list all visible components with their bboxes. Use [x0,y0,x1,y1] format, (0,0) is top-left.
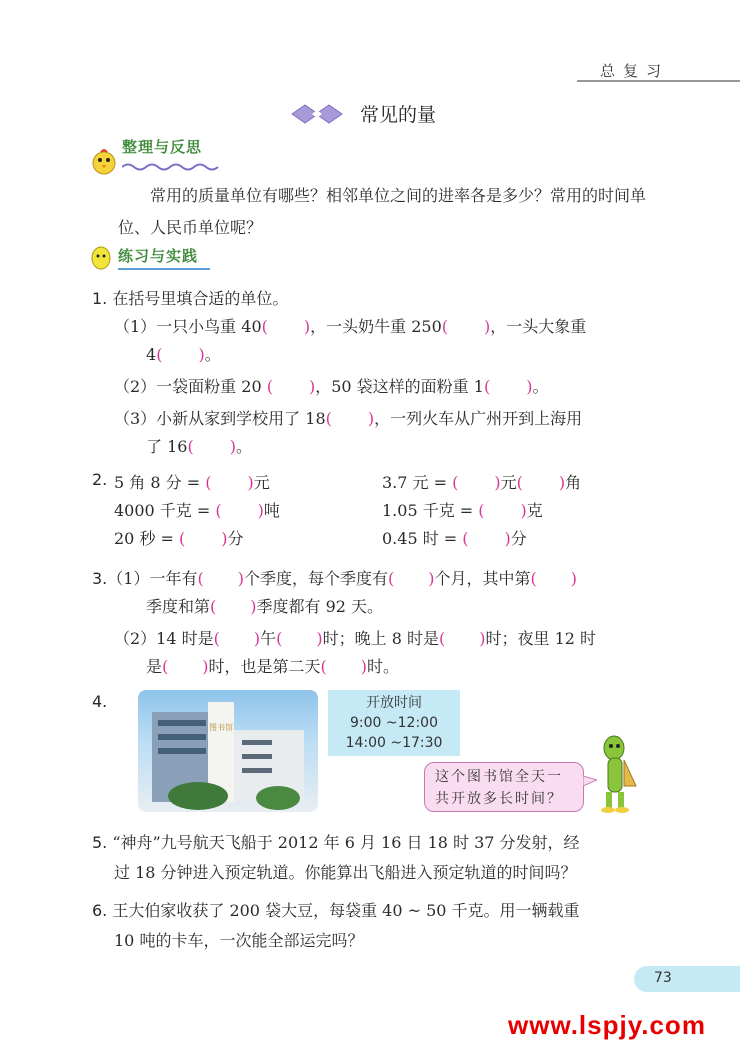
section-review-header [90,136,222,176]
q3-a-line2: 季度和第( )季度都有 92 天。 [146,597,384,616]
section-review-label: 整理与反思 [122,138,203,156]
answer-blank[interactable]: ( ) [210,597,257,616]
review-paragraph: 常用的质量单位有哪些？相邻单位之间的进率各是多少？常用的时间单位、人民币单位呢？ [118,186,647,237]
q3-b-line2: 是( )时，也是第二天( )时。 [146,657,400,676]
answer-blank[interactable]: ( ) [179,529,228,548]
section-title [290,100,436,127]
answer-blank[interactable]: ( ) [197,569,244,588]
q2-item-1: 5 角 8 分 = ( )元 [114,473,270,492]
hours-morning: 9:00 ~12:00 [350,715,438,731]
page-number: 73 [634,966,740,992]
q2-item-2: 3.7 元 = ( )元( )角 [382,473,582,492]
q1-b-line: （2）一袋面粉重 20 ( )，50 袋这样的面粉重 1( )。 [114,377,549,396]
answer-blank[interactable]: ( ) [387,569,435,588]
answer-blank[interactable]: ( ) [452,473,501,492]
chick-mascot-icon [90,146,118,176]
svg-text:图书馆: 图书馆 [209,723,233,732]
q5-line1: 5. “神舟”九号航天飞船于 2012 年 6 月 16 日 18 时 37 分发射，经 [92,833,580,852]
watermark: www.lspjy.com [508,1010,706,1040]
section-practice-label: 练习与实践 [118,247,199,265]
answer-blank[interactable]: ( ) [320,657,368,676]
answer-blank[interactable]: ( ) [441,317,491,336]
lemon-mascot-icon [90,244,112,270]
opening-hours-box [328,690,460,756]
answer-blank[interactable]: ( ) [439,629,486,648]
speech-bubble: 这个图书馆全天一共开放多长时间？ [424,762,584,812]
library-building-illustration [138,690,318,812]
q6-line1: 6. 王大伯家收获了 200 袋大豆，每袋重 40 ~ 50 千克。用一辆载重 [92,901,580,920]
q1-a-line2: 4( )。 [146,345,221,364]
section-practice-header [90,244,210,270]
header-rule [577,80,740,82]
q2-item-6: 0.45 时 = ( )分 [382,529,527,548]
q3-a-line1: 3.（1）一年有( )个季度，每个季度有( )个月，其中第( ) [92,569,577,588]
q1-c-line1: （3）小新从家到学校用了 18( )，一列火车从广州开到上海用 [114,409,583,428]
page-title: 常见的量 [360,104,437,126]
answer-blank[interactable]: ( ) [516,473,566,492]
answer-blank[interactable]: ( ) [205,473,254,492]
hours-afternoon: 14:00 ~17:30 [345,735,443,751]
hours-title: 开放时间 [366,695,422,711]
cartoon-character-icon [594,730,638,814]
q2-item-3: 4000 千克 = ( )吨 [114,501,280,520]
q4-number: 4. [92,692,108,711]
q5-line2: 过 18 分钟进入预定轨道。你能算出飞船进入预定轨道的时间吗？ [114,863,577,882]
q2-item-4: 1.05 千克 = ( )克 [382,501,543,520]
diamond-ornament-icon [290,103,346,125]
answer-blank[interactable]: ( ) [266,377,316,396]
answer-blank[interactable]: ( ) [325,409,375,428]
answer-blank[interactable]: ( ) [462,529,511,548]
answer-blank[interactable]: ( ) [276,629,323,648]
q1-a-line1: （1）一只小鸟重 40( )，一头奶牛重 250( )，一头大象重 [114,317,587,336]
answer-blank[interactable]: ( ) [215,501,264,520]
q1-c-line2: 了 16( )。 [146,437,252,456]
running-head: 总复习 [600,62,670,80]
q3-b-line1: （2）14 时是( )午( )时；晚上 8 时是( )时；夜里 12 时 [114,629,597,648]
answer-blank[interactable]: ( ) [478,501,527,520]
answer-blank[interactable]: ( ) [162,657,209,676]
answer-blank[interactable]: ( ) [156,345,205,364]
answer-blank[interactable]: ( ) [483,377,533,396]
library-photo [138,690,318,812]
q1-stem-line: 1. 在括号里填合适的单位。 [92,289,289,308]
q6-line2: 10 吨的卡车，一次能全部运完吗？ [114,931,364,950]
wavy-underline-icon [122,162,222,172]
q2-item-5: 20 秒 = ( )分 [114,529,244,548]
answer-blank[interactable]: ( ) [213,629,261,648]
q2-number: 2. [92,470,108,489]
answer-blank[interactable]: ( ) [530,569,577,588]
answer-blank[interactable]: ( ) [187,437,236,456]
answer-blank[interactable]: ( ) [261,317,311,336]
